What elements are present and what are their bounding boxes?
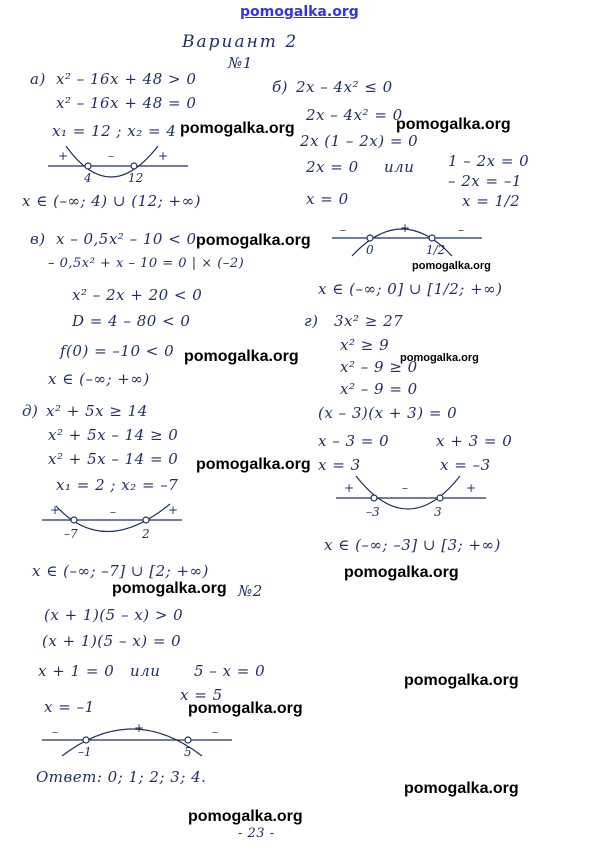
watermark: pomogalka.org	[184, 348, 299, 365]
part-v-line-2: – 0,5x² + x – 10 = 0 | × (–2)	[48, 256, 245, 271]
task2-line-1: (x + 1)(5 – x) > 0	[44, 606, 184, 624]
sign-middle: –	[402, 481, 408, 495]
part-d-sign-chart	[42, 502, 192, 542]
sign-left: +	[344, 481, 355, 495]
sign-right: +	[168, 503, 179, 517]
watermark: pomogalka.org	[188, 808, 303, 825]
part-b-line-3: 2x (1 – 2x) = 0	[300, 132, 419, 150]
axis-label-right: 3	[434, 505, 442, 519]
axis-point-left	[83, 737, 89, 743]
part-d-answer: x ∈ (–∞; –7] ∪ [2; +∞)	[32, 562, 209, 580]
sign-left: +	[50, 503, 61, 517]
part-b-answer: x ∈ (–∞; 0] ∪ [1/2; +∞)	[318, 280, 503, 298]
part-b-sign-chart	[332, 222, 492, 258]
part-b-line-4: 2x = 0	[306, 158, 359, 176]
watermark: pomogalka.org	[396, 116, 511, 133]
part-g-line-2: x² ≥ 9	[340, 336, 390, 354]
axis-point-left	[371, 495, 377, 501]
axis-label-left: 0	[366, 243, 374, 257]
part-v-line-5: f(0) = –10 < 0	[60, 342, 175, 360]
part-g-sign-chart	[336, 480, 496, 520]
task2-line-6: x = 5	[180, 686, 223, 704]
axis-point-left	[85, 163, 91, 169]
watermark: pomogalka.org	[412, 260, 491, 272]
axis-label-right: 2	[142, 527, 150, 541]
part-g-line-4: x² – 9 = 0	[340, 380, 418, 398]
sign-right: +	[466, 481, 477, 495]
part-d-line-1: x² + 5x ≥ 14	[46, 402, 148, 420]
part-a-line-3: x₁ = 12 ; x₂ = 4	[52, 122, 177, 140]
variant-title: Вариант 2	[182, 32, 299, 52]
part-b-line-9: x = 1/2	[462, 192, 521, 210]
axis-point-left	[71, 517, 77, 523]
sign-right: –	[212, 725, 218, 739]
part-g-line-5: (x – 3)(x + 3) = 0	[318, 404, 458, 422]
axis-point-right	[143, 517, 149, 523]
part-b-label: б)	[272, 78, 289, 96]
part-v-answer: x ∈ (–∞; +∞)	[48, 370, 150, 388]
axis-label-left: 4	[84, 171, 92, 185]
part-v-line-3: x² – 2x + 20 < 0	[72, 286, 203, 304]
part-d-line-2: x² + 5x – 14 ≥ 0	[48, 426, 179, 444]
task2-or: или	[130, 662, 161, 680]
axis-label-left: –7	[64, 527, 78, 541]
part-b-or: или	[384, 158, 415, 176]
part-b-line-2: 2x – 4x² = 0	[306, 106, 403, 124]
part-a-line-2: x² – 16x + 48 = 0	[56, 94, 197, 112]
task2-line-5: 5 – x = 0	[194, 662, 266, 680]
axis-point-right	[185, 737, 191, 743]
task-number-1: №1	[228, 54, 253, 72]
axis-point-left	[367, 235, 373, 241]
watermark: pomogalka.org	[400, 352, 479, 364]
part-g-line-8: x = 3	[318, 456, 361, 474]
part-v-label: в)	[30, 230, 46, 248]
watermark: pomogalka.org	[112, 580, 227, 597]
watermark: pomogalka.org	[344, 564, 459, 581]
task2-line-2: (x + 1)(5 – x) = 0	[42, 632, 182, 650]
sign-right: –	[458, 223, 464, 237]
part-a-label: а)	[30, 70, 46, 88]
part-g-line-9: x = –3	[440, 456, 491, 474]
axis-label-right: 1/2	[426, 243, 446, 257]
task2-answer: Ответ: 0; 1; 2; 3; 4.	[36, 768, 207, 786]
sign-left: +	[58, 149, 69, 163]
page-number: - 23 -	[238, 826, 275, 841]
sign-middle: +	[134, 721, 145, 735]
part-g-line-6: x – 3 = 0	[318, 432, 390, 450]
task2-sign-chart	[42, 722, 242, 762]
part-v-line-1: x – 0,5x² – 10 < 0	[56, 230, 197, 248]
site-header-link[interactable]: pomogalka.org	[240, 4, 359, 20]
sign-middle: –	[110, 505, 116, 519]
part-b-line-6: 1 – 2x = 0	[448, 152, 530, 170]
part-d-line-3: x² + 5x – 14 = 0	[48, 450, 179, 468]
sign-left: –	[340, 223, 346, 237]
part-v-line-4: D = 4 – 80 < 0	[72, 312, 191, 330]
part-g-line-3: x² – 9 ≥ 0	[340, 358, 418, 376]
axis-label-left: –1	[78, 745, 92, 759]
part-d-line-4: x₁ = 2 ; x₂ = –7	[56, 476, 179, 494]
watermark: pomogalka.org	[196, 232, 311, 249]
part-b-line-8: x = 0	[306, 190, 349, 208]
sign-middle: –	[108, 149, 114, 163]
axis-label-right: 5	[184, 745, 192, 759]
task2-line-3: x + 1 = 0	[38, 662, 115, 680]
task-number-2: №2	[238, 582, 263, 600]
axis-point-right	[437, 495, 443, 501]
sign-left: –	[52, 725, 58, 739]
part-a-sign-chart	[48, 148, 198, 188]
part-g-answer: x ∈ (–∞; –3] ∪ [3; +∞)	[324, 536, 501, 554]
axis-point-right	[131, 163, 137, 169]
part-g-label: г)	[304, 312, 319, 330]
part-a-answer: x ∈ (–∞; 4) ∪ (12; +∞)	[22, 192, 201, 210]
watermark: pomogalka.org	[196, 456, 311, 473]
sign-middle: +	[400, 221, 411, 235]
part-a-line-1: x² – 16x + 48 > 0	[56, 70, 197, 88]
axis-point-right	[429, 235, 435, 241]
part-g-line-1: 3x² ≥ 27	[334, 312, 404, 330]
part-b-line-7: – 2x = –1	[448, 172, 522, 190]
part-b-line-1: 2x – 4x² ≤ 0	[296, 78, 393, 96]
watermark: pomogalka.org	[404, 672, 519, 689]
task2-line-7: x = –1	[44, 698, 95, 716]
watermark: pomogalka.org	[404, 780, 519, 797]
axis-label-left: –3	[366, 505, 380, 519]
axis-label-right: 12	[128, 171, 144, 185]
watermark: pomogalka.org	[180, 120, 295, 137]
part-g-line-7: x + 3 = 0	[436, 432, 513, 450]
watermark: pomogalka.org	[188, 700, 303, 717]
sign-right: +	[158, 149, 169, 163]
part-d-label: д)	[22, 402, 39, 420]
